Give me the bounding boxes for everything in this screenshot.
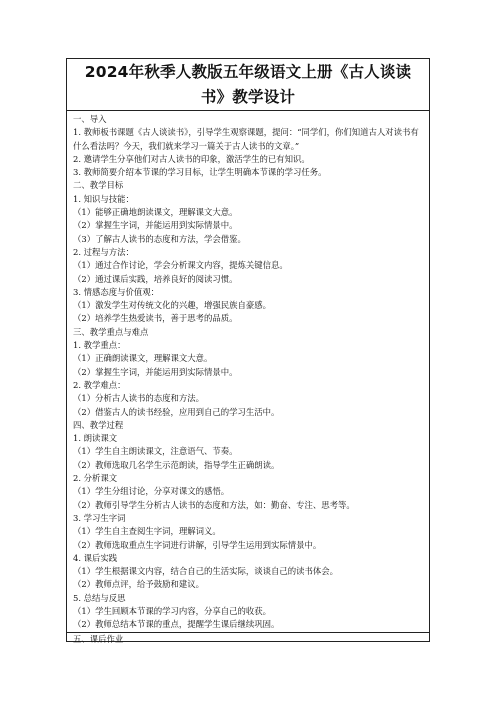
list-item: 3. 学习生字词	[73, 512, 126, 523]
title-cell	[67, 59, 429, 111]
list-item: （2）掌握生字词，并能运用到实际情景中。	[73, 366, 238, 377]
section-heading: 四、教学过程	[73, 419, 124, 430]
document-title: 2024年秋季人教版五年级语文上册《古人谈读书》教学设计	[84, 62, 412, 106]
list-item: 1. 教师板书课题《古人谈读书》，引导学生观察课题，提问：“同学们，你们知道古人对读书有什么看法吗？今天，我们就来学习一篇关于古人读书的文章。”	[73, 127, 419, 151]
list-item: 3. 情感态度与价值观：	[73, 286, 160, 297]
list-item: （1）学生回顾本节课的学习内容，分享自己的收获。	[73, 605, 271, 616]
list-item: 1. 知识与技能：	[73, 193, 134, 204]
list-item: （2）通过课后实践，培养良好的阅读习惯。	[73, 273, 238, 284]
list-item: 3. 教师简要介绍本节课的学习目标，让学生明确本节课的学习任务。	[73, 167, 327, 178]
list-item: （2）教师点评，给予鼓励和建议。	[73, 579, 204, 590]
list-item: 1. 朗读课文	[73, 433, 118, 444]
list-item: （2）借鉴古人的读书经验，应用到自己的学习生活中。	[73, 406, 280, 417]
list-item: （1）分析古人读书的态度和方法。	[73, 393, 204, 404]
list-item: （1）学生自主查阅生字词，理解词义。	[73, 526, 221, 537]
list-item: （1）激发学生对传统文化的兴趣，增强民族自豪感。	[73, 300, 271, 311]
lesson-plan-table	[66, 58, 430, 642]
list-item: （1）学生分组讨论，分享对课文的感悟。	[73, 486, 230, 497]
list-item: （1）能够正确地朗读课文，理解课文大意。	[73, 207, 238, 218]
list-item: （2）教师引导学生分析古人读书的态度和方法，如：勤奋、专注、思考等。	[73, 499, 355, 510]
section-heading: 二、教学目标	[73, 180, 124, 191]
list-item: （1）学生自主朗读课文，注意语气、节奏。	[73, 446, 238, 457]
list-item: （2）教师总结本节课的重点，提醒学生课后继续巩固。	[73, 619, 280, 630]
list-item: 2. 分析课文	[73, 473, 118, 484]
list-item: （3）了解古人读书的态度和方法，学会借鉴。	[73, 233, 246, 244]
list-item: （2）培养学生热爱读书，善于思考的品质。	[73, 313, 238, 324]
section-heading: 一、导入	[73, 114, 107, 124]
list-item: 2. 教学难点：	[73, 379, 126, 390]
content-cell	[67, 111, 429, 646]
list-item: （1）通过合作讨论，学会分析课文内容，提炼关键信息。	[73, 260, 288, 271]
list-item: 2. 过程与方法：	[73, 246, 134, 257]
section-heading: 五、课后作业	[67, 632, 429, 646]
list-item: （2）掌握生字词，并能运用到实际情景中。	[73, 220, 238, 231]
list-item: 1. 教学重点：	[73, 340, 126, 351]
list-item: 2. 邀请学生分享他们对古人读书的印象，激活学生的已有知识。	[73, 153, 310, 164]
list-item: 5. 总结与反思	[73, 592, 126, 603]
list-item: （2）教师选取重点生字词进行讲解，引导学生运用到实际情景中。	[73, 539, 322, 550]
list-item: （2）教师选取几名学生示范朗读，指导学生正确朗读。	[73, 459, 280, 470]
list-item: （1）正确朗读课文，理解课文大意。	[73, 353, 213, 364]
section-heading: 三、教学重点与难点	[73, 326, 149, 337]
list-item: 4. 课后实践	[73, 552, 118, 563]
list-item: （1）学生根据课文内容，结合自己的生活实际，谈谈自己的读书体会。	[73, 566, 338, 577]
